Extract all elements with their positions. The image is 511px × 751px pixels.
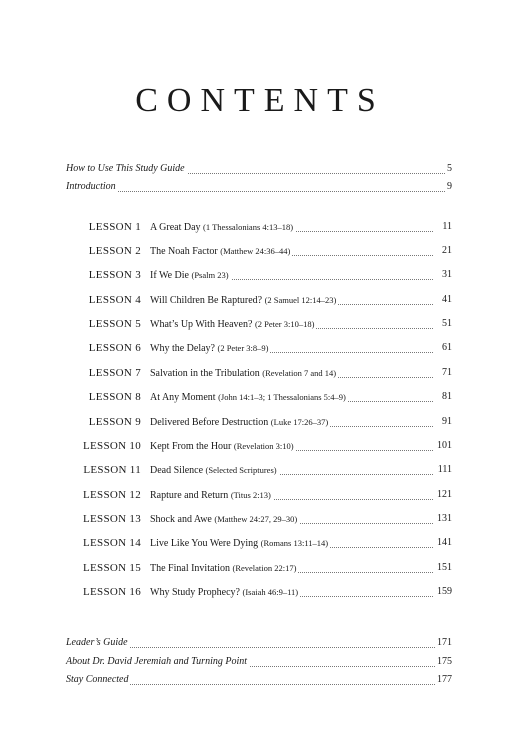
- lesson-number: LESSON 4: [88, 294, 141, 306]
- lesson-reference: (2 Peter 3:8–9): [217, 343, 269, 353]
- toc-entry-stay-connected[interactable]: [0, 673, 511, 689]
- toc-entry-lesson-15[interactable]: [0, 561, 511, 577]
- entry-page-number: 21: [442, 245, 452, 256]
- lesson-reference: (Psalm 23): [191, 270, 229, 280]
- toc-entry-lesson-4[interactable]: [0, 293, 511, 309]
- lesson-reference: (John 14:1–3; 1 Thessalonians 5:4–9): [218, 392, 346, 402]
- lesson-number: LESSON 9: [88, 416, 141, 428]
- lesson-number: LESSON 2: [88, 245, 141, 257]
- lesson-reference: (Revelation 7 and 14): [262, 368, 337, 378]
- lesson-number: LESSON 12: [82, 489, 141, 501]
- toc-entry-lesson-6[interactable]: [0, 341, 511, 357]
- entry-page-number: 151: [437, 562, 452, 573]
- lesson-reference: (Titus 2:13): [230, 490, 271, 500]
- entry-page-number: 91: [442, 416, 452, 427]
- lesson-reference: (Matthew 24:27, 29–30): [214, 514, 298, 524]
- entry-page-number: 81: [442, 391, 452, 402]
- entry-page-number: 121: [437, 489, 452, 500]
- lesson-title: If We Die (Psalm 23): [150, 270, 229, 281]
- entry-page-number: 159: [437, 586, 452, 597]
- entry-page-number: 41: [442, 294, 452, 305]
- lesson-title: Will Children Be Raptured? (2 Samuel 12:14–23): [150, 295, 337, 306]
- lesson-title: Live Like You Were Dying (Romans 13:11–14): [150, 538, 329, 549]
- entry-page-number: 177: [437, 674, 452, 685]
- toc-entry-lesson-13[interactable]: [0, 512, 511, 528]
- dot-leader: [66, 191, 449, 192]
- toc-entry-lesson-5[interactable]: [0, 317, 511, 333]
- entry-page-number: 131: [437, 513, 452, 524]
- lesson-reference: (Matthew 24:36–44): [220, 246, 291, 256]
- lesson-reference: (Revelation 22:17): [232, 563, 297, 573]
- lesson-number: LESSON 3: [88, 269, 141, 281]
- toc-entry-lesson-8[interactable]: [0, 390, 511, 406]
- page-title: CONTENTS: [135, 82, 385, 119]
- toc-entry-lesson-14[interactable]: [0, 536, 511, 552]
- entry-label: How to Use This Study Guide: [66, 163, 185, 174]
- entry-page-number: 9: [447, 181, 452, 192]
- entry-page-number: 11: [442, 221, 452, 232]
- lesson-title: The Final Invitation (Revelation 22:17): [150, 563, 297, 574]
- entry-label: Leader’s Guide: [66, 637, 128, 648]
- lesson-reference: (2 Samuel 12:14–23): [264, 295, 337, 305]
- lesson-title: A Great Day (1 Thessalonians 4:13–18): [150, 222, 294, 233]
- entry-page-number: 171: [437, 637, 452, 648]
- lesson-title: Why the Delay? (2 Peter 3:8–9): [150, 343, 269, 354]
- entry-page-number: 111: [437, 464, 452, 475]
- lesson-number: LESSON 6: [88, 342, 141, 354]
- lesson-title: Dead Silence (Selected Scriptures): [150, 465, 277, 476]
- lesson-reference: (Isaiah 46:9–11): [242, 587, 299, 597]
- lesson-title: At Any Moment (John 14:1–3; 1 Thessalonians 5:4–9): [150, 392, 346, 403]
- entry-page-number: 101: [437, 440, 452, 451]
- lesson-title: The Noah Factor (Matthew 24:36–44): [150, 246, 291, 257]
- entry-page-number: 31: [442, 269, 452, 280]
- toc-entry-lesson-9[interactable]: [0, 415, 511, 431]
- toc-entry-lesson-1[interactable]: [0, 220, 511, 236]
- lesson-title: Kept From the Hour (Revelation 3:10): [150, 441, 294, 452]
- entry-page-number: 61: [442, 342, 452, 353]
- lesson-number: LESSON 11: [83, 464, 141, 476]
- entry-page-number: 5: [447, 163, 452, 174]
- lesson-reference: (2 Peter 3:10–18): [254, 319, 315, 329]
- lesson-number: LESSON 13: [82, 513, 141, 525]
- toc-entry-lesson-12[interactable]: [0, 488, 511, 504]
- lesson-title: Rapture and Return (Titus 2:13): [150, 490, 271, 501]
- lesson-number: LESSON 5: [88, 318, 141, 330]
- toc-entry-lesson-7[interactable]: [0, 366, 511, 382]
- lesson-number: LESSON 14: [82, 537, 141, 549]
- entry-label: Stay Connected: [66, 674, 129, 685]
- lesson-title: Why Study Prophecy? (Isaiah 46:9–11): [150, 587, 299, 598]
- lesson-number: LESSON 7: [88, 367, 141, 379]
- lesson-number: LESSON 15: [82, 562, 141, 574]
- toc-entry-how-to-use[interactable]: [0, 162, 511, 178]
- toc-entry-lesson-3[interactable]: [0, 268, 511, 284]
- entry-label: Introduction: [66, 181, 116, 192]
- lesson-title: Delivered Before Destruction (Luke 17:26–37): [150, 417, 329, 428]
- toc-entry-about-author[interactable]: [0, 655, 511, 671]
- lesson-reference: (Romans 13:11–14): [260, 538, 329, 548]
- lesson-reference: (Luke 17:26–37): [270, 417, 329, 427]
- toc-entry-introduction[interactable]: [0, 180, 511, 196]
- lesson-number: LESSON 1: [88, 221, 141, 233]
- lesson-reference: (Revelation 3:10): [233, 441, 294, 451]
- lesson-title: What’s Up With Heaven? (2 Peter 3:10–18): [150, 319, 315, 330]
- lesson-reference: (1 Thessalonians 4:13–18): [203, 222, 294, 232]
- lesson-title: Shock and Awe (Matthew 24:27, 29–30): [150, 514, 298, 525]
- entry-page-number: 71: [442, 367, 452, 378]
- entry-page-number: 175: [437, 656, 452, 667]
- entry-page-number: 141: [437, 537, 452, 548]
- lesson-title: Salvation in the Tribulation (Revelation 7 and 14): [150, 368, 337, 379]
- lesson-number: LESSON 16: [82, 586, 141, 598]
- toc-entry-lesson-11[interactable]: [0, 463, 511, 479]
- lesson-number: LESSON 8: [88, 391, 141, 403]
- entry-label: About Dr. David Jeremiah and Turning Point: [66, 656, 248, 667]
- toc-entry-lesson-2[interactable]: [0, 244, 511, 260]
- toc-entry-leaders-guide[interactable]: [0, 636, 511, 652]
- lesson-reference: (Selected Scriptures): [205, 465, 277, 475]
- toc-entry-lesson-10[interactable]: [0, 439, 511, 455]
- entry-page-number: 51: [442, 318, 452, 329]
- toc-entry-lesson-16[interactable]: [0, 585, 511, 601]
- lesson-number: LESSON 10: [82, 440, 141, 452]
